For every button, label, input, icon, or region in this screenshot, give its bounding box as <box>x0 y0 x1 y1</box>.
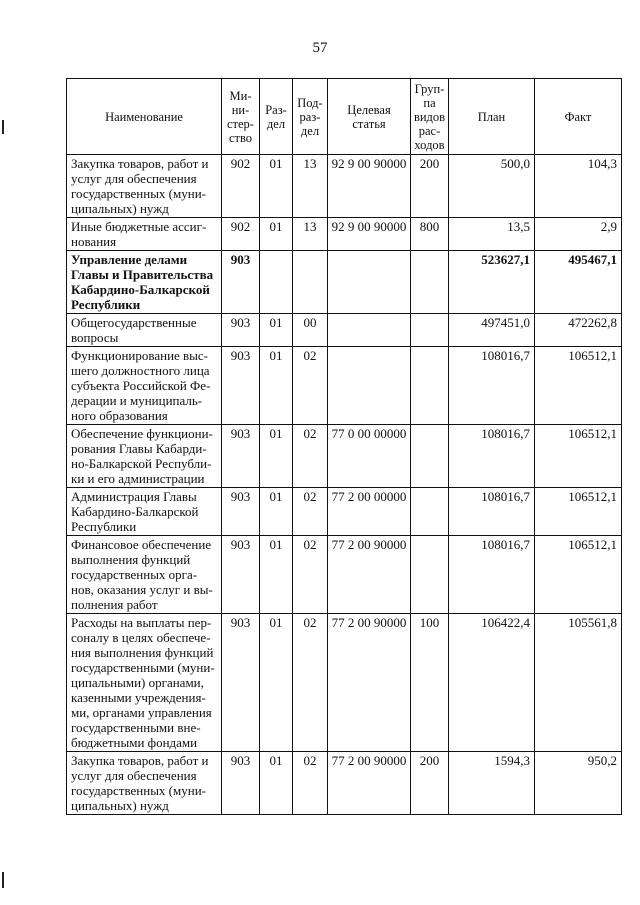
cell-fact: 105561,8 <box>535 614 622 752</box>
cell-ministry: 903 <box>222 488 260 536</box>
cell-group: 100 <box>411 614 449 752</box>
cell-target: 77 2 00 90000 <box>328 752 411 815</box>
cell-subsection: 00 <box>293 314 328 347</box>
cell-section: 01 <box>260 752 293 815</box>
cell-target: 77 2 00 00000 <box>328 488 411 536</box>
cell-section: 01 <box>260 155 293 218</box>
cell-fact: 106512,1 <box>535 536 622 614</box>
cell-plan: 106422,4 <box>449 614 535 752</box>
header-subsection <box>293 79 328 155</box>
table-row <box>67 614 622 752</box>
cell-group: 200 <box>411 155 449 218</box>
header-plan: План <box>449 79 535 155</box>
cell-subsection: 02 <box>293 752 328 815</box>
header-section-text: Раз- дел <box>265 102 287 131</box>
cell-plan: 108016,7 <box>449 425 535 488</box>
scan-edge-mark <box>2 120 4 134</box>
cell-name: Финансовое обеспечение выполнения функций государственных орга-нов, оказания услуг и вы-полнения работ <box>67 536 222 614</box>
budget-table <box>66 78 622 815</box>
cell-ministry: 903 <box>222 536 260 614</box>
cell-subsection: 02 <box>293 488 328 536</box>
cell-target: 92 9 00 90000 <box>328 155 411 218</box>
cell-subsection <box>293 251 328 314</box>
cell-group <box>411 536 449 614</box>
header-subsection-text: Под- раз- дел <box>297 95 323 138</box>
table-row <box>67 536 622 614</box>
cell-group <box>411 425 449 488</box>
cell-plan: 108016,7 <box>449 536 535 614</box>
cell-target <box>328 347 411 425</box>
cell-section: 01 <box>260 488 293 536</box>
table-row <box>67 488 622 536</box>
cell-name: Администрация Главы Кабардино-Балкарской Республики <box>67 488 222 536</box>
cell-group: 200 <box>411 752 449 815</box>
cell-target <box>328 314 411 347</box>
cell-section: 01 <box>260 536 293 614</box>
cell-plan: 108016,7 <box>449 347 535 425</box>
cell-plan: 13,5 <box>449 218 535 251</box>
cell-ministry: 903 <box>222 251 260 314</box>
cell-fact: 106512,1 <box>535 488 622 536</box>
cell-plan: 523627,1 <box>449 251 535 314</box>
header-target-text: Целевая статья <box>347 102 391 131</box>
cell-group <box>411 314 449 347</box>
cell-subsection: 02 <box>293 425 328 488</box>
cell-target: 77 2 00 90000 <box>328 614 411 752</box>
cell-target: 77 2 00 90000 <box>328 536 411 614</box>
cell-fact: 950,2 <box>535 752 622 815</box>
cell-fact: 472262,8 <box>535 314 622 347</box>
cell-ministry: 903 <box>222 752 260 815</box>
cell-name: Обеспечение функциони-рования Главы Кабарди-но-Балкарской Республи-ки и его администрации <box>67 425 222 488</box>
cell-section <box>260 251 293 314</box>
cell-group: 800 <box>411 218 449 251</box>
table-body <box>67 155 622 815</box>
cell-name: Общегосударственные вопросы <box>67 314 222 347</box>
header-name: Наименование <box>67 79 222 155</box>
cell-section: 01 <box>260 314 293 347</box>
cell-section: 01 <box>260 614 293 752</box>
header-group-text: Груп- па видов рас- ходов <box>413 81 446 152</box>
cell-plan: 497451,0 <box>449 314 535 347</box>
cell-name: Иные бюджетные ассиг-нования <box>67 218 222 251</box>
table-row <box>67 347 622 425</box>
cell-target <box>328 251 411 314</box>
cell-group <box>411 488 449 536</box>
cell-name: Функционирование выс-шего должностного лица субъекта Российской Фе-дерации и муниципаль-ного образования <box>67 347 222 425</box>
header-ministry <box>222 79 260 155</box>
cell-subsection: 13 <box>293 218 328 251</box>
cell-target: 92 9 00 90000 <box>328 218 411 251</box>
cell-plan: 500,0 <box>449 155 535 218</box>
cell-target: 77 0 00 00000 <box>328 425 411 488</box>
cell-subsection: 02 <box>293 347 328 425</box>
header-fact: Факт <box>535 79 622 155</box>
cell-group <box>411 251 449 314</box>
cell-subsection: 02 <box>293 614 328 752</box>
table-row <box>67 314 622 347</box>
cell-subsection: 02 <box>293 536 328 614</box>
cell-plan: 1594,3 <box>449 752 535 815</box>
header-target <box>328 79 411 155</box>
cell-fact: 2,9 <box>535 218 622 251</box>
cell-ministry: 902 <box>222 155 260 218</box>
header-ministry-text: Ми- ни- стер- ство <box>227 88 254 145</box>
table-row <box>67 425 622 488</box>
cell-section: 01 <box>260 347 293 425</box>
cell-subsection: 13 <box>293 155 328 218</box>
page-number: 57 <box>312 40 328 56</box>
cell-name: Закупка товаров, работ и услуг для обеспечения государственных (муни-ципальных) нужд <box>67 155 222 218</box>
cell-name: Расходы на выплаты пер-соналу в целях обеспече-ния выполнения функций государственными (муни-ципальными) органами, казенными учреждения-ми, органами управления государственными вне-бюджетными фондами <box>67 614 222 752</box>
cell-name: Управление делами Главы и Правительства Кабардино-Балкарской Республики <box>67 251 222 314</box>
cell-ministry: 902 <box>222 218 260 251</box>
cell-fact: 104,3 <box>535 155 622 218</box>
cell-section: 01 <box>260 218 293 251</box>
cell-fact: 106512,1 <box>535 425 622 488</box>
cell-ministry: 903 <box>222 347 260 425</box>
cell-fact: 495467,1 <box>535 251 622 314</box>
header-group <box>411 79 449 155</box>
cell-name: Закупка товаров, работ и услуг для обеспечения государственных (муни-ципальных) нужд <box>67 752 222 815</box>
cell-section: 01 <box>260 425 293 488</box>
table-row <box>67 218 622 251</box>
table-row <box>67 752 622 815</box>
cell-fact: 106512,1 <box>535 347 622 425</box>
cell-ministry: 903 <box>222 614 260 752</box>
table-row <box>67 251 622 314</box>
cell-ministry: 903 <box>222 425 260 488</box>
table-row <box>67 155 622 218</box>
cell-ministry: 903 <box>222 314 260 347</box>
table-header-row <box>67 79 622 155</box>
header-section <box>260 79 293 155</box>
cell-group <box>411 347 449 425</box>
scan-edge-mark <box>2 872 4 888</box>
cell-plan: 108016,7 <box>449 488 535 536</box>
